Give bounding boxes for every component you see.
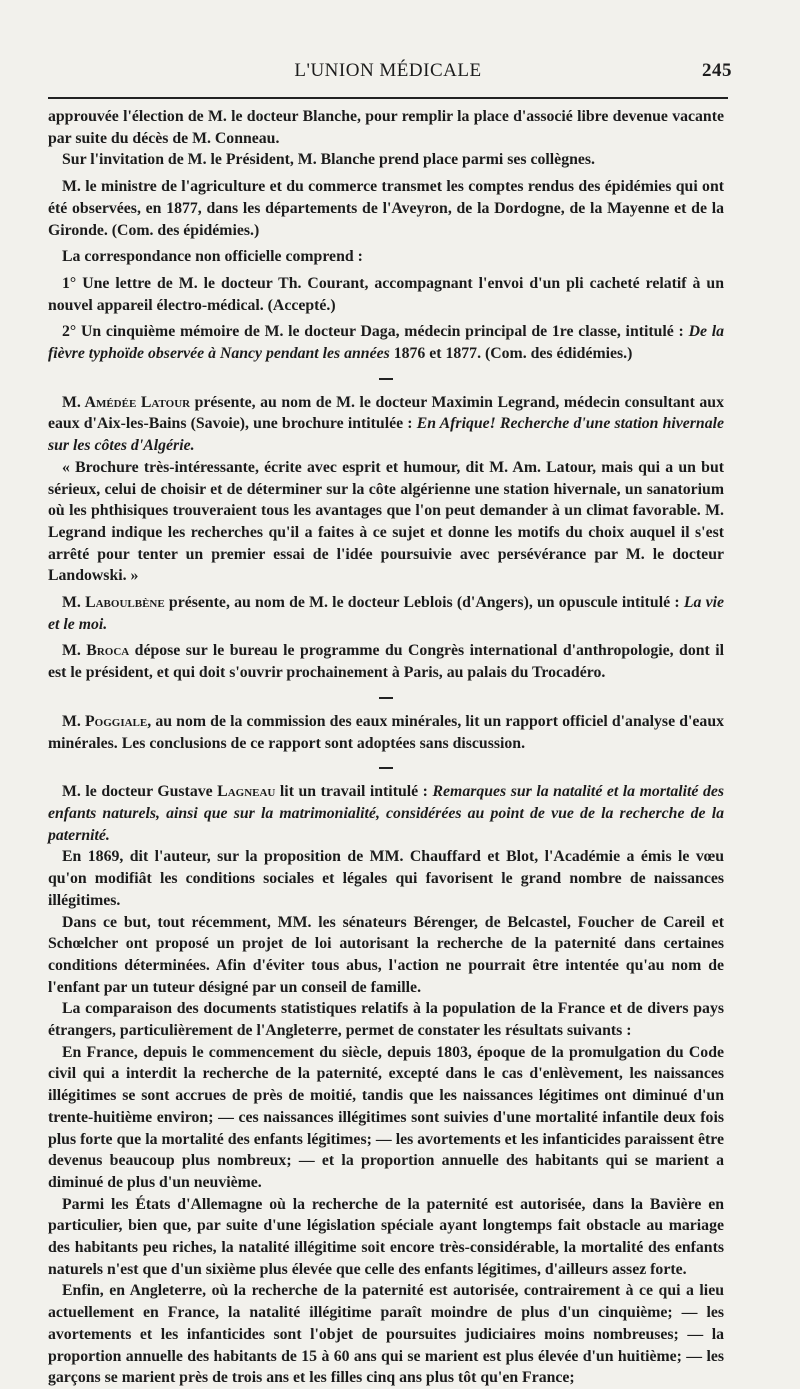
text-run: présente, au nom de M. le docteur Maximin Legrand, médecin consultant aux eaux d'Aix-les-Bains (Savoie), une brochure intitulée : — [48, 393, 724, 433]
text-run: 2° Un cinquième mémoire de M. le docteur Daga, médecin principal de 1re classe, intitulé : — [62, 323, 689, 341]
text-run: présente, au nom de M. le docteur Leblois (d'Angers), un opuscule intitulé : — [164, 594, 684, 612]
section-separator — [379, 767, 393, 769]
text-run: 1876 et 1877. (Com. des édidémies.) — [389, 345, 633, 363]
italic-title: La vie et le moi. — [48, 594, 724, 633]
paragraph: La correspondance non officielle comprend : — [62, 248, 363, 266]
paragraph: « Brochure très-intéressante, écrite avec esprit et humour, dit M. Am. Latour, mais qui a un but sérieux, celui de choisir et de déterminer sur la côte algérienne une station hivernale, un sanatorium où les phthisiques trouveraient tous les avantages que l'on peut demander à un climat favorable. M. Legrand indique les recherches qu'il a faites à ce sujet et donne les motifs du choix auquel il s'est arrêté pour tenter un premier essai de l'idée poursuivie avec persévérance par M. le docteur Landowski. » — [48, 458, 724, 585]
speaker-name: M. Amédée Latour — [62, 393, 191, 411]
paragraph: Parmi les États d'Allemagne où la recherche de la paternité est autorisée, dans la Bavière en particulier, bien que, par suite d'une législation spéciale ayant longtemps fait obstacle au mariage des habitants peu riches, la natalité illégitime soit encore très-considérable, la mortalité des enfants naturels n'est que d'un sixième plus élevée que celle des enfants légitimes, d'ailleurs assez forte. — [48, 1195, 724, 1278]
paragraph — [48, 781, 724, 846]
article-body — [48, 106, 724, 1389]
paragraph: En 1869, dit l'auteur, sur la proposition de MM. Chauffard et Blot, l'Académie a émis le vœu qu'on modifiât les conditions sociales et légales qui favorisent le grand nombre de naissances illégitimes. — [48, 848, 724, 909]
page-number: 245 — [702, 60, 732, 81]
italic-title: De la fièvre typhoïde observée à Nancy pendant les années — [48, 323, 725, 363]
header-rule — [48, 97, 728, 99]
speaker-name: M. Laboulbène — [62, 594, 165, 612]
section-separator — [379, 697, 393, 699]
paragraph: approuvée l'élection de M. le docteur Blanche, pour remplir la place d'associé libre devenue vacante par suite du décès de M. Conneau. — [48, 108, 724, 147]
paragraph: En France, depuis le commencement du siècle, depuis 1803, époque de la promulgation du Code civil qui a interdit la recherche de la paternité, excepté dans le cas d'enlèvement, les naissances illégitimes se sont accrues de près de moitié, tandis que les naissances légitimes ont diminué d'un trente-huitième environ; — ces naissances illégitimes sont suivies d'une mortalité infantile deux fois plus forte que la mortalité des enfants légitimes; — les avortements et les infanticides paraissent être devenus beaucoup plus nombreux; — et la proportion annuelle des habitants qui se marient a diminué de plus d'un neuvième. — [48, 1043, 724, 1191]
paragraph — [48, 392, 724, 457]
text-run: , au nom de la commission des eaux minérales, lit un rapport officiel d'analyse d'eaux minérales. Les conclusions de ce rapport sont adoptées sans discussion. — [48, 712, 724, 752]
journal-title: L'UNION MÉDICALE — [294, 60, 482, 81]
paragraph: La comparaison des documents statistiques relatifs à la population de la France et de divers pays étrangers, particulièrement de l'Angleterre, permet de constater les résultats suivants : — [48, 1000, 724, 1040]
paragraph: Sur l'invitation de M. le Président, M. Blanche prend place parmi ses collègnes. — [62, 151, 595, 169]
paragraph: 1° Une lettre de M. le docteur Th. Courant, accompagnant l'envoi d'un pli cacheté relatif à un nouvel appareil électro-médical. (Accepté.) — [48, 274, 724, 314]
text-run: dépose sur le bureau le programme du Congrès international d'anthropologie, dont il est le président, et qui doit s'ouvrir prochainement à Paris, au palais du Trocadéro. — [48, 642, 724, 682]
section-separator — [379, 378, 393, 380]
paragraph — [48, 640, 724, 683]
paragraph — [48, 321, 724, 364]
paragraph: M. le ministre de l'agriculture et du commerce transmet les comptes rendus des épidémies qui ont été observées, en 1877, dans les départements de l'Aveyron, de la Dordogne, de la Mayenne et de la Gironde. (Com. des épidémies.) — [48, 178, 724, 239]
text-run: M. le docteur Gustave — [62, 783, 218, 801]
italic-title: En Afrique! Recherche d'une station hivernale sur les côtes d'Algérie. — [48, 415, 725, 455]
paragraph — [48, 592, 724, 635]
text-run: lit un travail intitulé : — [275, 783, 433, 801]
speaker-name: Lagneau — [217, 783, 276, 801]
italic-title: Remarques sur la natalité et la mortalité des enfants naturels, ainsi que sur la matrimonialité, considérées au point de vue de la recherche de la paternité. — [48, 783, 724, 844]
paragraph: Enfin, en Angleterre, où la recherche de la paternité est autorisée, contrairement à ce qui a lieu actuellement en France, la natalité illégitime paraît moindre de plus d'un cinquième; — les avortements et les infanticides sont l'objet de poursuites judiciaires moins nombreuses; — la proportion annuelle des habitants de 15 à 60 ans qui se marient est plus élevée d'un huitième; — les garçons se marient près de trois ans et les filles cinq ans plus tôt qu'en France; — [48, 1282, 724, 1387]
paragraph: Dans ce but, tout récemment, MM. les sénateurs Bérenger, de Belcastel, Foucher de Careil et Schœlcher ont proposé un projet de loi autorisant la recherche de la paternité dans certaines conditions déterminées. Afin d'éviter tous abus, l'action ne pourrait être intentée qu'au nom de l'enfant par un tuteur désigné par un conseil de famille. — [48, 913, 724, 996]
paragraph — [48, 711, 724, 754]
running-header — [48, 60, 732, 86]
speaker-name: M. Poggiale — [62, 712, 148, 730]
speaker-name: M. Broca — [62, 642, 130, 660]
